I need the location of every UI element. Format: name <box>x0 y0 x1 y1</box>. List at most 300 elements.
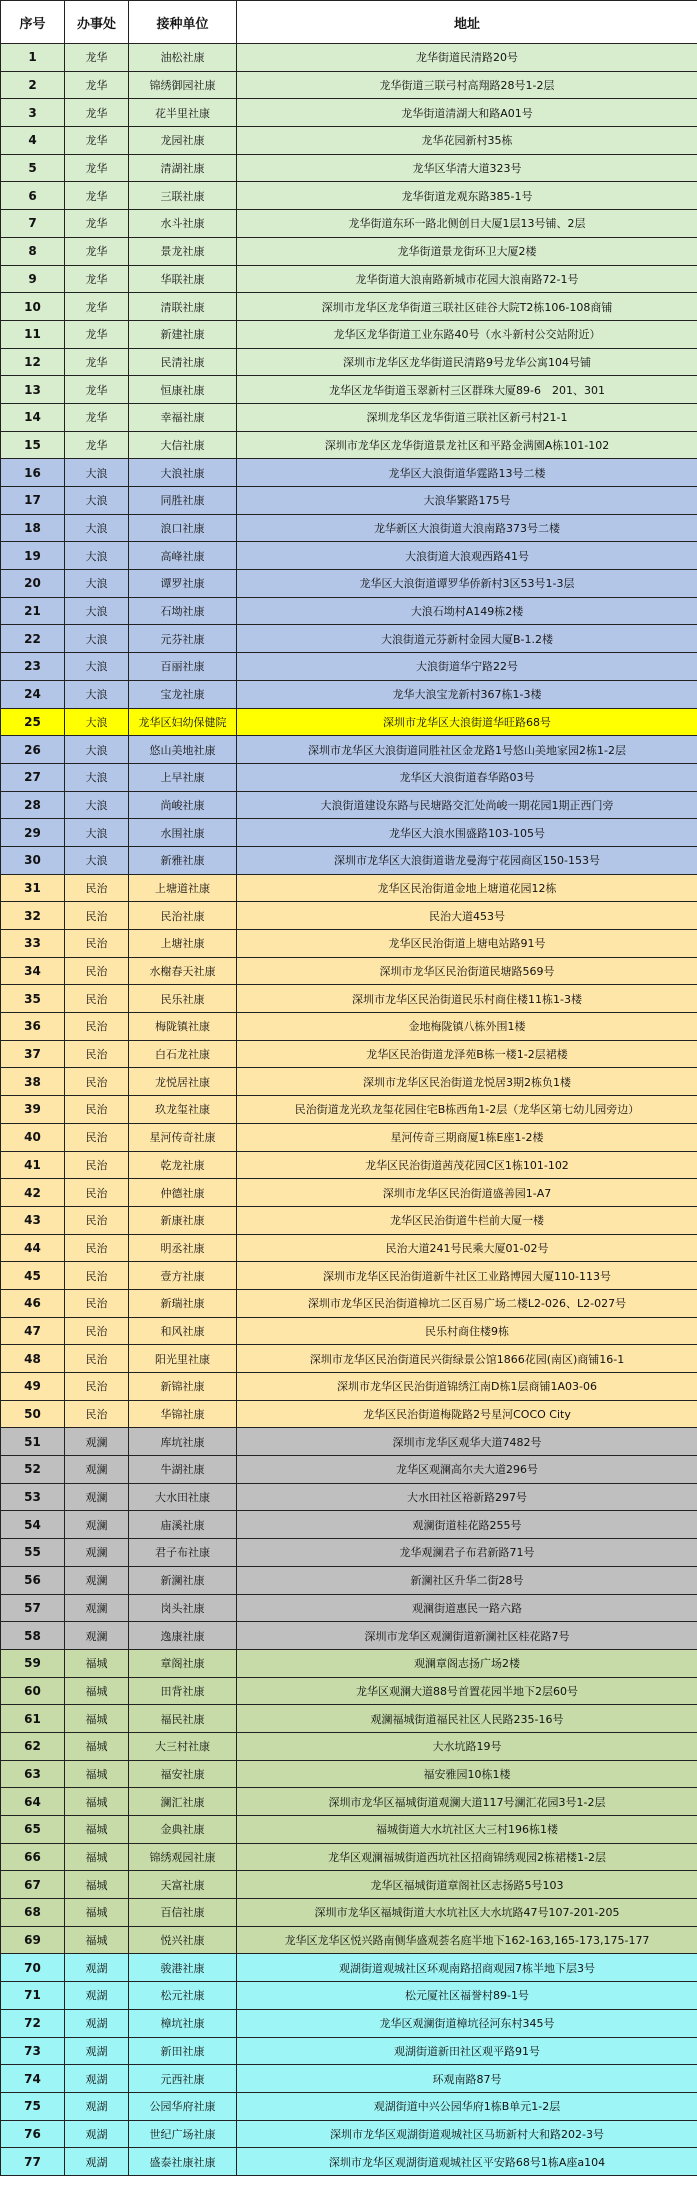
table-row <box>1 376 697 404</box>
row-office: 大浪 <box>65 708 129 736</box>
row-address: 龙华区大浪水围盛路103-105号 <box>237 819 697 847</box>
row-unit: 乾龙社康 <box>129 1151 237 1179</box>
row-office: 福城 <box>65 1871 129 1899</box>
row-unit: 田背社康 <box>129 1677 237 1705</box>
row-index: 27 <box>1 763 65 791</box>
table-row <box>1 1954 697 1982</box>
row-unit: 和风社康 <box>129 1317 237 1345</box>
row-office: 民治 <box>65 930 129 958</box>
row-office: 福城 <box>65 1926 129 1954</box>
row-unit: 龙园社康 <box>129 127 237 155</box>
row-office: 龙华 <box>65 182 129 210</box>
row-index: 43 <box>1 1206 65 1234</box>
row-address: 龙华区福城街道章阁社区志扬路5号103 <box>237 1871 697 1899</box>
row-index: 47 <box>1 1317 65 1345</box>
row-index: 41 <box>1 1151 65 1179</box>
table-row <box>1 1982 697 2010</box>
table-row <box>1 1096 697 1124</box>
row-index: 21 <box>1 597 65 625</box>
row-office: 大浪 <box>65 597 129 625</box>
row-address: 深圳市龙华区龙华街道民清路9号龙华公寓104号铺 <box>237 348 697 376</box>
row-unit: 锦绣御园社康 <box>129 71 237 99</box>
row-address: 龙华区民治街道牛栏前大厦一楼 <box>237 1206 697 1234</box>
row-index: 11 <box>1 320 65 348</box>
row-address: 观湖街道中兴公园华府1栋B单元1-2层 <box>237 2092 697 2120</box>
table-row <box>1 348 697 376</box>
row-unit: 上塘道社康 <box>129 874 237 902</box>
table-row <box>1 154 697 182</box>
table-row <box>1 2037 697 2065</box>
row-unit: 龙悦居社康 <box>129 1068 237 1096</box>
row-unit: 新康社康 <box>129 1206 237 1234</box>
row-office: 龙华 <box>65 210 129 238</box>
row-address: 观湖街道观城社区环观南路招商观园7栋半地下层3号 <box>237 1954 697 1982</box>
table-row <box>1 403 697 431</box>
row-office: 民治 <box>65 957 129 985</box>
row-office: 民治 <box>65 902 129 930</box>
row-office: 观湖 <box>65 2009 129 2037</box>
row-index: 26 <box>1 736 65 764</box>
row-office: 大浪 <box>65 570 129 598</box>
table-row <box>1 320 697 348</box>
row-office: 大浪 <box>65 736 129 764</box>
row-index: 59 <box>1 1649 65 1677</box>
row-address: 深圳市龙华区大浪街道谐龙曼海宁花园商区150-153号 <box>237 846 697 874</box>
row-address: 龙华区龙华街道工业东路40号（水斗新村公交站附近） <box>237 320 697 348</box>
row-unit: 福民社康 <box>129 1705 237 1733</box>
row-address: 深圳市龙华区龙华街道景龙社区和平路金满園A栋101-102 <box>237 431 697 459</box>
row-unit: 新雅社康 <box>129 846 237 874</box>
table-row <box>1 1926 697 1954</box>
row-index: 74 <box>1 2065 65 2093</box>
row-index: 54 <box>1 1511 65 1539</box>
row-address: 深圳市龙华区观澜街道新澜社区桂花路7号 <box>237 1622 697 1650</box>
table-row <box>1 1511 697 1539</box>
row-office: 龙华 <box>65 44 129 72</box>
row-office: 龙华 <box>65 320 129 348</box>
row-address: 民乐村商住楼9栋 <box>237 1317 697 1345</box>
row-office: 民治 <box>65 1289 129 1317</box>
row-address: 龙华街道龙观东路385-1号 <box>237 182 697 210</box>
row-index: 22 <box>1 625 65 653</box>
row-address: 观澜章阁志扬广场2楼 <box>237 1649 697 1677</box>
row-unit: 澜汇社康 <box>129 1788 237 1816</box>
row-unit: 同胜社康 <box>129 487 237 515</box>
row-office: 福城 <box>65 1677 129 1705</box>
table-row <box>1 597 697 625</box>
table-row <box>1 1566 697 1594</box>
row-index: 62 <box>1 1732 65 1760</box>
row-unit: 景龙社康 <box>129 237 237 265</box>
row-office: 观澜 <box>65 1483 129 1511</box>
row-index: 38 <box>1 1068 65 1096</box>
table-row <box>1 1456 697 1484</box>
table-row <box>1 653 697 681</box>
row-unit: 梅陇镇社康 <box>129 1013 237 1041</box>
row-address: 深圳市龙华区民治街道锦绣江南D栋1层商铺1A03-06 <box>237 1373 697 1401</box>
row-index: 72 <box>1 2009 65 2037</box>
row-address: 大水田社区裕新路297号 <box>237 1483 697 1511</box>
table-row <box>1 1760 697 1788</box>
row-unit: 阳光里社康 <box>129 1345 237 1373</box>
row-address: 金地梅陇镇八栋外围1楼 <box>237 1013 697 1041</box>
row-unit: 清湖社康 <box>129 154 237 182</box>
row-index: 46 <box>1 1289 65 1317</box>
row-index: 56 <box>1 1566 65 1594</box>
row-unit: 星河传奇社康 <box>129 1123 237 1151</box>
row-address: 环观南路87号 <box>237 2065 697 2093</box>
row-unit: 仲德社康 <box>129 1179 237 1207</box>
row-unit: 新建社康 <box>129 320 237 348</box>
row-unit: 公园华府社康 <box>129 2092 237 2120</box>
row-index: 68 <box>1 1899 65 1927</box>
row-office: 观澜 <box>65 1566 129 1594</box>
row-unit: 百信社康 <box>129 1899 237 1927</box>
table-row <box>1 791 697 819</box>
row-address: 星河传奇三期商厦1栋E座1-2楼 <box>237 1123 697 1151</box>
row-office: 福城 <box>65 1816 129 1844</box>
table-row <box>1 1400 697 1428</box>
row-address: 龙华区华清大道323号 <box>237 154 697 182</box>
row-office: 龙华 <box>65 237 129 265</box>
row-unit: 明丞社康 <box>129 1234 237 1262</box>
row-office: 大浪 <box>65 514 129 542</box>
table-row <box>1 819 697 847</box>
table-row <box>1 1013 697 1041</box>
row-address: 大水坑路19号 <box>237 1732 697 1760</box>
row-address: 大浪街道华宁路22号 <box>237 653 697 681</box>
row-index: 19 <box>1 542 65 570</box>
row-address: 龙华区龙华区悦兴路南侧华盛观荟名庭半地下162-163,165-173,175-177 <box>237 1926 697 1954</box>
row-index: 8 <box>1 237 65 265</box>
row-unit: 大三村社康 <box>129 1732 237 1760</box>
row-address: 龙华新区大浪街道大浪南路373号二楼 <box>237 514 697 542</box>
row-address: 龙华区民治街道龙泽苑B栋一楼1-2层裙楼 <box>237 1040 697 1068</box>
table-row <box>1 1843 697 1871</box>
table-row <box>1 930 697 958</box>
row-unit: 新田社康 <box>129 2037 237 2065</box>
row-address: 龙华街道三联弓村高翔路28号1-2层 <box>237 71 697 99</box>
row-office: 龙华 <box>65 431 129 459</box>
row-office: 观澜 <box>65 1539 129 1567</box>
row-index: 16 <box>1 459 65 487</box>
row-unit: 民清社康 <box>129 348 237 376</box>
row-address: 观澜福城街道福民社区人民路235-16号 <box>237 1705 697 1733</box>
row-address: 龙华区大浪街道春华路03号 <box>237 763 697 791</box>
row-index: 4 <box>1 127 65 155</box>
row-unit: 壹方社康 <box>129 1262 237 1290</box>
row-index: 57 <box>1 1594 65 1622</box>
table-row <box>1 99 697 127</box>
table-row <box>1 293 697 321</box>
row-index: 33 <box>1 930 65 958</box>
row-index: 70 <box>1 1954 65 1982</box>
row-office: 福城 <box>65 1760 129 1788</box>
row-unit: 百丽社康 <box>129 653 237 681</box>
row-unit: 新瑞社康 <box>129 1289 237 1317</box>
table-row <box>1 1345 697 1373</box>
row-unit: 悠山美地社康 <box>129 736 237 764</box>
row-index: 40 <box>1 1123 65 1151</box>
row-index: 25 <box>1 708 65 736</box>
row-unit: 花半里社康 <box>129 99 237 127</box>
row-address: 大浪街道大浪观西路41号 <box>237 542 697 570</box>
row-index: 37 <box>1 1040 65 1068</box>
row-address: 深圳市龙华区民治街道民乐村商住楼11栋1-3楼 <box>237 985 697 1013</box>
row-unit: 高峰社康 <box>129 542 237 570</box>
row-index: 35 <box>1 985 65 1013</box>
row-index: 73 <box>1 2037 65 2065</box>
row-index: 50 <box>1 1400 65 1428</box>
table-row <box>1 1649 697 1677</box>
row-address: 大浪街道建设东路与民塘路交汇处尚峻一期花园1期正西门旁 <box>237 791 697 819</box>
row-office: 龙华 <box>65 376 129 404</box>
row-office: 民治 <box>65 1373 129 1401</box>
row-address: 深圳市龙华区民治街道民兴街绿景公馆1866花园(南区)商铺16-1 <box>237 1345 697 1373</box>
row-office: 大浪 <box>65 653 129 681</box>
table-row <box>1 44 697 72</box>
row-office: 民治 <box>65 1234 129 1262</box>
table-row <box>1 514 697 542</box>
row-office: 观湖 <box>65 2065 129 2093</box>
row-index: 71 <box>1 1982 65 2010</box>
table-row <box>1 1317 697 1345</box>
row-address: 观澜街道桂花路255号 <box>237 1511 697 1539</box>
row-index: 36 <box>1 1013 65 1041</box>
row-address: 民治大道241号民乘大厦01-02号 <box>237 1234 697 1262</box>
row-office: 民治 <box>65 985 129 1013</box>
row-office: 龙华 <box>65 99 129 127</box>
table-row <box>1 1677 697 1705</box>
row-office: 龙华 <box>65 127 129 155</box>
row-address: 深圳市龙华区观华大道7482号 <box>237 1428 697 1456</box>
row-unit: 骏港社康 <box>129 1954 237 1982</box>
row-office: 民治 <box>65 1345 129 1373</box>
row-office: 民治 <box>65 1068 129 1096</box>
table-row <box>1 625 697 653</box>
row-office: 民治 <box>65 1262 129 1290</box>
header-unit: 接种单位 <box>129 1 237 44</box>
row-address: 龙华区观澜街道樟坑径河东村345号 <box>237 2009 697 2037</box>
table-row <box>1 1289 697 1317</box>
row-office: 观澜 <box>65 1511 129 1539</box>
table-header-row <box>1 1 697 44</box>
row-address: 龙华观澜君子布君新路71号 <box>237 1539 697 1567</box>
row-unit: 上塘社康 <box>129 930 237 958</box>
row-office: 大浪 <box>65 763 129 791</box>
row-address: 深圳龙华区龙华街道三联社区新弓村21-1 <box>237 403 697 431</box>
table-row <box>1 2120 697 2148</box>
row-office: 大浪 <box>65 487 129 515</box>
row-address: 大浪华繁路175号 <box>237 487 697 515</box>
row-index: 1 <box>1 44 65 72</box>
row-office: 观湖 <box>65 2037 129 2065</box>
row-office: 观湖 <box>65 2148 129 2176</box>
table-row <box>1 1151 697 1179</box>
table-row <box>1 874 697 902</box>
table-row <box>1 1899 697 1927</box>
row-office: 民治 <box>65 1013 129 1041</box>
row-address: 龙华区龙华街道玉翠新村三区群珠大厦89-6 201、301 <box>237 376 697 404</box>
row-unit: 世纪广场社康 <box>129 2120 237 2148</box>
table-row <box>1 237 697 265</box>
row-address: 民治街道龙光玖龙玺花园住宅B栋西角1-2层（龙华区第七幼儿园旁边） <box>237 1096 697 1124</box>
row-address: 福安雅园10栋1楼 <box>237 1760 697 1788</box>
table-row <box>1 210 697 238</box>
row-office: 观湖 <box>65 2092 129 2120</box>
table-row <box>1 265 697 293</box>
table-row <box>1 431 697 459</box>
row-index: 20 <box>1 570 65 598</box>
header-office: 办事处 <box>65 1 129 44</box>
row-unit: 华锦社康 <box>129 1400 237 1428</box>
row-address: 龙华街道清湖大和路A01号 <box>237 99 697 127</box>
table-row <box>1 570 697 598</box>
row-address: 观湖街道新田社区观平路91号 <box>237 2037 697 2065</box>
row-index: 51 <box>1 1428 65 1456</box>
row-unit: 恒康社康 <box>129 376 237 404</box>
row-address: 深圳市龙华区观湖街道观城社区马坜新村大和路202-3号 <box>237 2120 697 2148</box>
row-office: 龙华 <box>65 403 129 431</box>
row-unit: 福安社康 <box>129 1760 237 1788</box>
table-row <box>1 1483 697 1511</box>
table-row <box>1 487 697 515</box>
table-row <box>1 542 697 570</box>
row-unit: 松元社康 <box>129 1982 237 2010</box>
table-row <box>1 1123 697 1151</box>
row-office: 福城 <box>65 1788 129 1816</box>
row-unit: 樟坑社康 <box>129 2009 237 2037</box>
row-index: 3 <box>1 99 65 127</box>
table-row <box>1 957 697 985</box>
row-index: 52 <box>1 1456 65 1484</box>
row-index: 24 <box>1 680 65 708</box>
row-address: 深圳市龙华区福城街道观澜大道117号澜汇花园3号1-2层 <box>237 1788 697 1816</box>
table-row <box>1 763 697 791</box>
row-address: 龙华街道大浪南路新城市花园大浪南路72-1号 <box>237 265 697 293</box>
row-index: 28 <box>1 791 65 819</box>
row-unit: 逸康社康 <box>129 1622 237 1650</box>
row-unit: 悦兴社康 <box>129 1926 237 1954</box>
row-unit: 白石龙社康 <box>129 1040 237 1068</box>
table-row <box>1 1428 697 1456</box>
table-row <box>1 680 697 708</box>
row-address: 龙华区观澜高尔夫大道296号 <box>237 1456 697 1484</box>
row-unit: 谭罗社康 <box>129 570 237 598</box>
row-index: 58 <box>1 1622 65 1650</box>
row-unit: 民乐社康 <box>129 985 237 1013</box>
row-office: 观湖 <box>65 1954 129 1982</box>
table-row <box>1 1788 697 1816</box>
header-index: 序号 <box>1 1 65 44</box>
row-index: 39 <box>1 1096 65 1124</box>
row-unit: 油松社康 <box>129 44 237 72</box>
row-index: 45 <box>1 1262 65 1290</box>
row-address: 深圳市龙华区民治街道樟坑二区百易广场二楼L2-026、L2-027号 <box>237 1289 697 1317</box>
row-address: 福城街道大水坑社区大三村196栋1楼 <box>237 1816 697 1844</box>
row-index: 6 <box>1 182 65 210</box>
row-office: 大浪 <box>65 625 129 653</box>
row-index: 61 <box>1 1705 65 1733</box>
row-unit: 盛泰社康社康 <box>129 2148 237 2176</box>
row-index: 49 <box>1 1373 65 1401</box>
row-office: 大浪 <box>65 542 129 570</box>
row-unit: 上早社康 <box>129 763 237 791</box>
row-index: 75 <box>1 2092 65 2120</box>
row-unit: 石坳社康 <box>129 597 237 625</box>
row-address: 龙华区大浪街道谭罗华侨新村3区53号1-3层 <box>237 570 697 598</box>
table-row <box>1 459 697 487</box>
row-address: 深圳市龙华区大浪街道华旺路68号 <box>237 708 697 736</box>
row-index: 15 <box>1 431 65 459</box>
row-address: 龙华区大浪街道华霆路13号二楼 <box>237 459 697 487</box>
row-index: 7 <box>1 210 65 238</box>
row-unit: 龙华区妇幼保健院 <box>129 708 237 736</box>
row-address: 龙华区民治街道茜茂花园C区1栋101-102 <box>237 1151 697 1179</box>
table-row <box>1 1622 697 1650</box>
row-unit: 尚峻社康 <box>129 791 237 819</box>
row-office: 大浪 <box>65 680 129 708</box>
table-row <box>1 1705 697 1733</box>
table-row <box>1 902 697 930</box>
table-body <box>1 44 697 2176</box>
row-unit: 天富社康 <box>129 1871 237 1899</box>
row-office: 民治 <box>65 1151 129 1179</box>
table-row <box>1 71 697 99</box>
row-index: 14 <box>1 403 65 431</box>
row-index: 34 <box>1 957 65 985</box>
row-index: 77 <box>1 2148 65 2176</box>
row-index: 5 <box>1 154 65 182</box>
table-row <box>1 2009 697 2037</box>
row-address: 龙华区观澜大道88号首置花园半地下2层60号 <box>237 1677 697 1705</box>
row-unit: 清联社康 <box>129 293 237 321</box>
row-address: 深圳市龙华区民治街道新牛社区工业路博园大厦110-113号 <box>237 1262 697 1290</box>
row-office: 观澜 <box>65 1622 129 1650</box>
row-office: 福城 <box>65 1899 129 1927</box>
row-office: 大浪 <box>65 819 129 847</box>
row-address: 深圳市龙华区龙华街道三联社区硅谷大院T2栋106-108商铺 <box>237 293 697 321</box>
row-unit: 锦绣观园社康 <box>129 1843 237 1871</box>
row-address: 新澜社区升华二街28号 <box>237 1566 697 1594</box>
row-index: 67 <box>1 1871 65 1899</box>
row-address: 松元厦社区福誉村89-1号 <box>237 1982 697 2010</box>
row-index: 13 <box>1 376 65 404</box>
row-index: 53 <box>1 1483 65 1511</box>
table-row <box>1 1179 697 1207</box>
row-index: 18 <box>1 514 65 542</box>
row-office: 福城 <box>65 1843 129 1871</box>
row-office: 福城 <box>65 1705 129 1733</box>
table-row <box>1 182 697 210</box>
row-address: 龙华街道民清路20号 <box>237 44 697 72</box>
row-office: 观湖 <box>65 2120 129 2148</box>
table-row <box>1 1539 697 1567</box>
row-index: 66 <box>1 1843 65 1871</box>
row-index: 60 <box>1 1677 65 1705</box>
row-unit: 水斗社康 <box>129 210 237 238</box>
row-office: 观澜 <box>65 1428 129 1456</box>
row-unit: 幸福社康 <box>129 403 237 431</box>
row-index: 76 <box>1 2120 65 2148</box>
table-row <box>1 1262 697 1290</box>
row-index: 9 <box>1 265 65 293</box>
row-index: 10 <box>1 293 65 321</box>
row-office: 龙华 <box>65 71 129 99</box>
row-office: 大浪 <box>65 459 129 487</box>
row-address: 深圳市龙华区民治街道盛善园1-A7 <box>237 1179 697 1207</box>
row-address: 龙华花园新村35栋 <box>237 127 697 155</box>
